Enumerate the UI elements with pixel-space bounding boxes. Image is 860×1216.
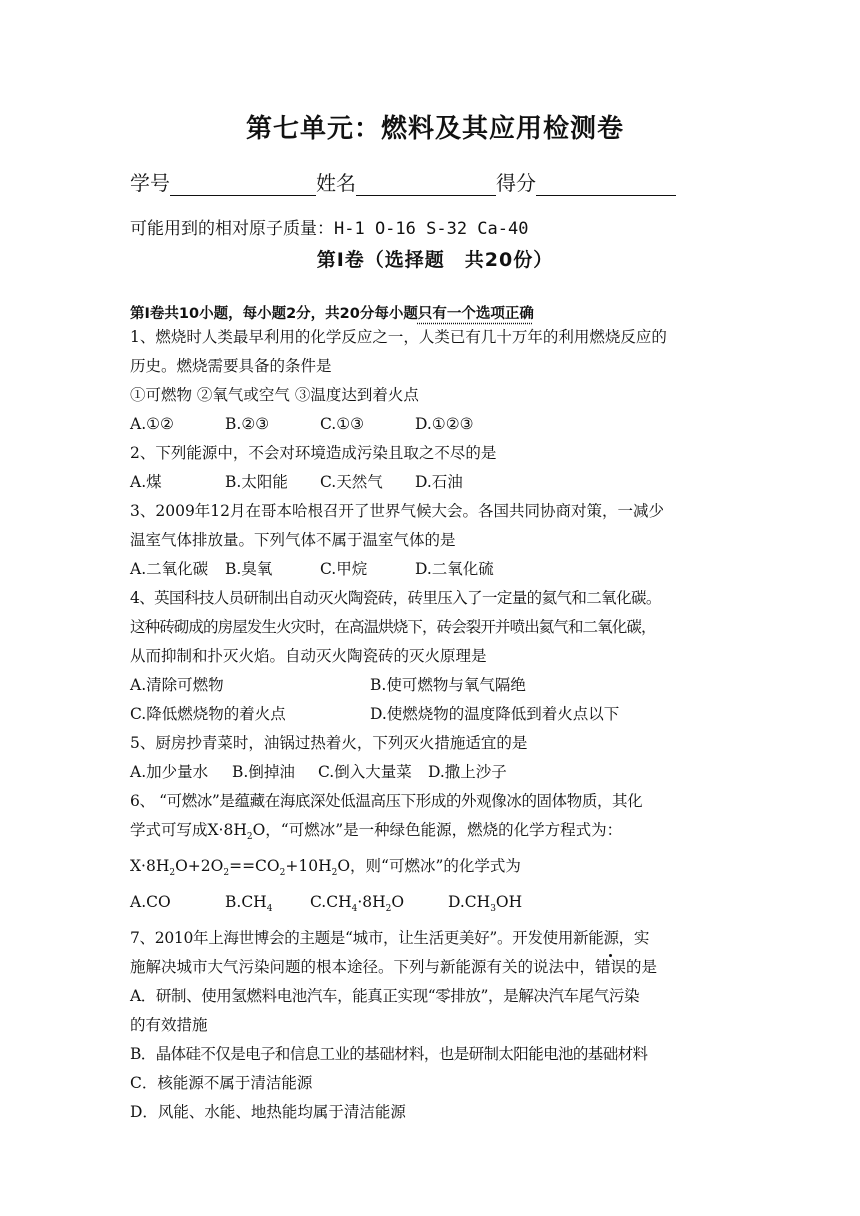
question-text: 历史。燃烧需要具备的条件是 — [130, 357, 332, 375]
question-text: 这种砖砌成的房屋发生火灾时，在高温烘烧下，砖会裂开并喷出氦气和二氧化碳， — [130, 618, 656, 636]
question-text: 3、2009年12月在哥本哈根召开了世界气候大会。各国共同协商对策，一减少 — [130, 502, 665, 520]
options-row — [130, 410, 740, 439]
question-text: 1、燃烧时人类最早利用的化学反应之一，人类已有几十万年的利用燃烧反应的 — [130, 328, 667, 346]
question-2 — [130, 439, 740, 497]
formula-part: C.CH — [310, 893, 352, 912]
section-title: 第Ⅰ卷（选择题 共20份） — [316, 249, 554, 271]
formula-part: O — [391, 893, 405, 912]
option-a-cont: 的有效措施 — [130, 1016, 208, 1035]
subscript: 4 — [266, 904, 273, 915]
option-d: D.①②③ — [415, 415, 474, 433]
option-d: D.撒上沙子 — [428, 763, 507, 781]
formula-part: O，“可燃冰”是一种绿色能源，燃烧的化学方程式为： — [252, 821, 623, 839]
formula-part: X·8H — [130, 857, 170, 876]
score-label: 得分 — [496, 171, 536, 195]
question-text: 5、厨房抄青菜时，油锅过热着火，下列灭火措施适宜的是 — [130, 734, 528, 752]
page-title: 第七单元：燃料及其应用检测卷 — [245, 114, 624, 144]
question-1 — [130, 323, 740, 439]
subscript: 2 — [279, 868, 286, 879]
option-a: A.CO — [130, 893, 171, 912]
option-b: B.臭氧 — [225, 560, 273, 578]
question-text-part: 施解决城市大气污染问题的根本途径。下列与新能源有关的说法中， — [130, 958, 596, 977]
option-a: A．研制、使用氢燃料电池汽车，能真正实现“零排放”，是解决汽车尾气污染 — [130, 987, 640, 1006]
option-c: C.天然气 — [320, 473, 383, 491]
option-c — [310, 888, 448, 924]
question-text: 6、 “可燃冰”是蕴藏在海底深处低温高压下形成的外观像冰的固体物质，其化 — [130, 792, 643, 810]
formula-part: 学式可写成X·8H — [130, 821, 247, 839]
score-blank — [536, 177, 676, 196]
question-4 — [130, 584, 740, 729]
question-text: 温室气体排放量。下列气体不属于温室气体的是 — [130, 531, 456, 549]
option-a: A.清除可燃物 — [130, 676, 224, 694]
name-blank — [356, 177, 496, 196]
option-c: C.降低燃烧物的着火点 — [130, 705, 286, 723]
formula-part: B.CH — [225, 893, 267, 912]
question-3 — [130, 497, 740, 584]
options-row — [130, 758, 740, 787]
question-text — [130, 816, 740, 852]
option-a: A.加少量水 — [130, 763, 209, 781]
subscript: 3 — [490, 904, 496, 915]
question-text: 从而抑制和扑灭火焰。自动灭火陶瓷砖的灭火原理是 — [130, 647, 487, 665]
equation-line — [130, 852, 740, 888]
emphasis-word: 错误 — [595, 958, 627, 977]
student-info-row — [130, 167, 740, 196]
option-d — [448, 888, 522, 924]
subscript: 2 — [169, 868, 176, 879]
option-a: A.①② — [130, 415, 174, 433]
subscript: 2 — [246, 832, 253, 843]
question-text: ①可燃物 ②氧气或空气 ③温度达到着火点 — [130, 386, 419, 404]
question-text — [130, 953, 740, 982]
subscript: 2 — [385, 904, 392, 915]
question-text: 4、英国科技人员研制出自动灭火陶瓷砖，砖里压入了一定量的氦气和二氧化碳。 — [130, 589, 661, 607]
option-c: C.甲烷 — [320, 560, 368, 578]
option-b: B.太阳能 — [225, 473, 288, 491]
formula-part: ==CO — [229, 857, 280, 876]
option-a: A.煤 — [130, 473, 162, 491]
options-row — [130, 888, 740, 924]
student-id-label: 学号 — [130, 171, 170, 195]
option-d: D．风能、水能、地热能均属于清洁能源 — [130, 1103, 406, 1122]
option-b: B．晶体硅不仅是电子和信息工业的基础材料，也是研制太阳能电池的基础材料 — [130, 1045, 648, 1064]
option-d: D.二氧化硫 — [415, 560, 494, 578]
options-row — [130, 671, 740, 700]
options-row — [130, 700, 740, 729]
formula-part: ·8H — [357, 893, 386, 912]
formula-part: +10H — [285, 857, 332, 876]
formula-part: OH — [495, 893, 523, 912]
option-b — [225, 888, 310, 924]
option-c: C.倒入大量菜 — [318, 763, 412, 781]
question-7 — [130, 924, 740, 1127]
formula-part: D.CH — [448, 893, 491, 912]
subscript: 2 — [331, 868, 338, 879]
subscript: 4 — [351, 904, 358, 915]
option-c: C.①③ — [320, 415, 365, 433]
instructions-emphasis: 只有一个选项正确 — [417, 306, 534, 322]
subscript: 2 — [223, 868, 230, 879]
atomic-mass-line: 可能用到的相对原子质量：H-1 O-16 S-32 Ca-40 — [130, 219, 529, 239]
exam-page — [130, 108, 740, 1127]
instructions — [130, 302, 740, 323]
option-d: D.使燃烧物的温度降低到着火点以下 — [370, 705, 620, 723]
option-b: B.倒掉油 — [232, 763, 295, 781]
question-text: 7、2010年上海世博会的主题是“城市，让生活更美好”。开发使用新能源，实 — [130, 929, 650, 948]
options-row — [130, 468, 740, 497]
formula-part: O+2O — [175, 857, 224, 876]
question-6 — [130, 787, 740, 924]
question-5 — [130, 729, 740, 787]
name-label: 姓名 — [316, 171, 356, 195]
option-c: C．核能源不属于清洁能源 — [130, 1074, 313, 1093]
option-a: A.二氧化碳 — [130, 560, 209, 578]
options-row — [130, 555, 740, 584]
option-d: D.石油 — [415, 473, 463, 491]
question-text-part: 的是 — [626, 958, 658, 977]
option-b: B.②③ — [225, 415, 270, 433]
formula-part: O，则“可燃冰”的化学式为 — [337, 857, 521, 876]
question-text: 2、下列能源中，不会对环境造成污染且取之不尽的是 — [130, 444, 497, 462]
option-b: B.使可燃物与氧气隔绝 — [370, 676, 526, 694]
instructions-prefix: 第Ⅰ卷共10小题，每小题2分，共20分每小题 — [130, 306, 418, 322]
student-id-blank — [170, 177, 316, 196]
